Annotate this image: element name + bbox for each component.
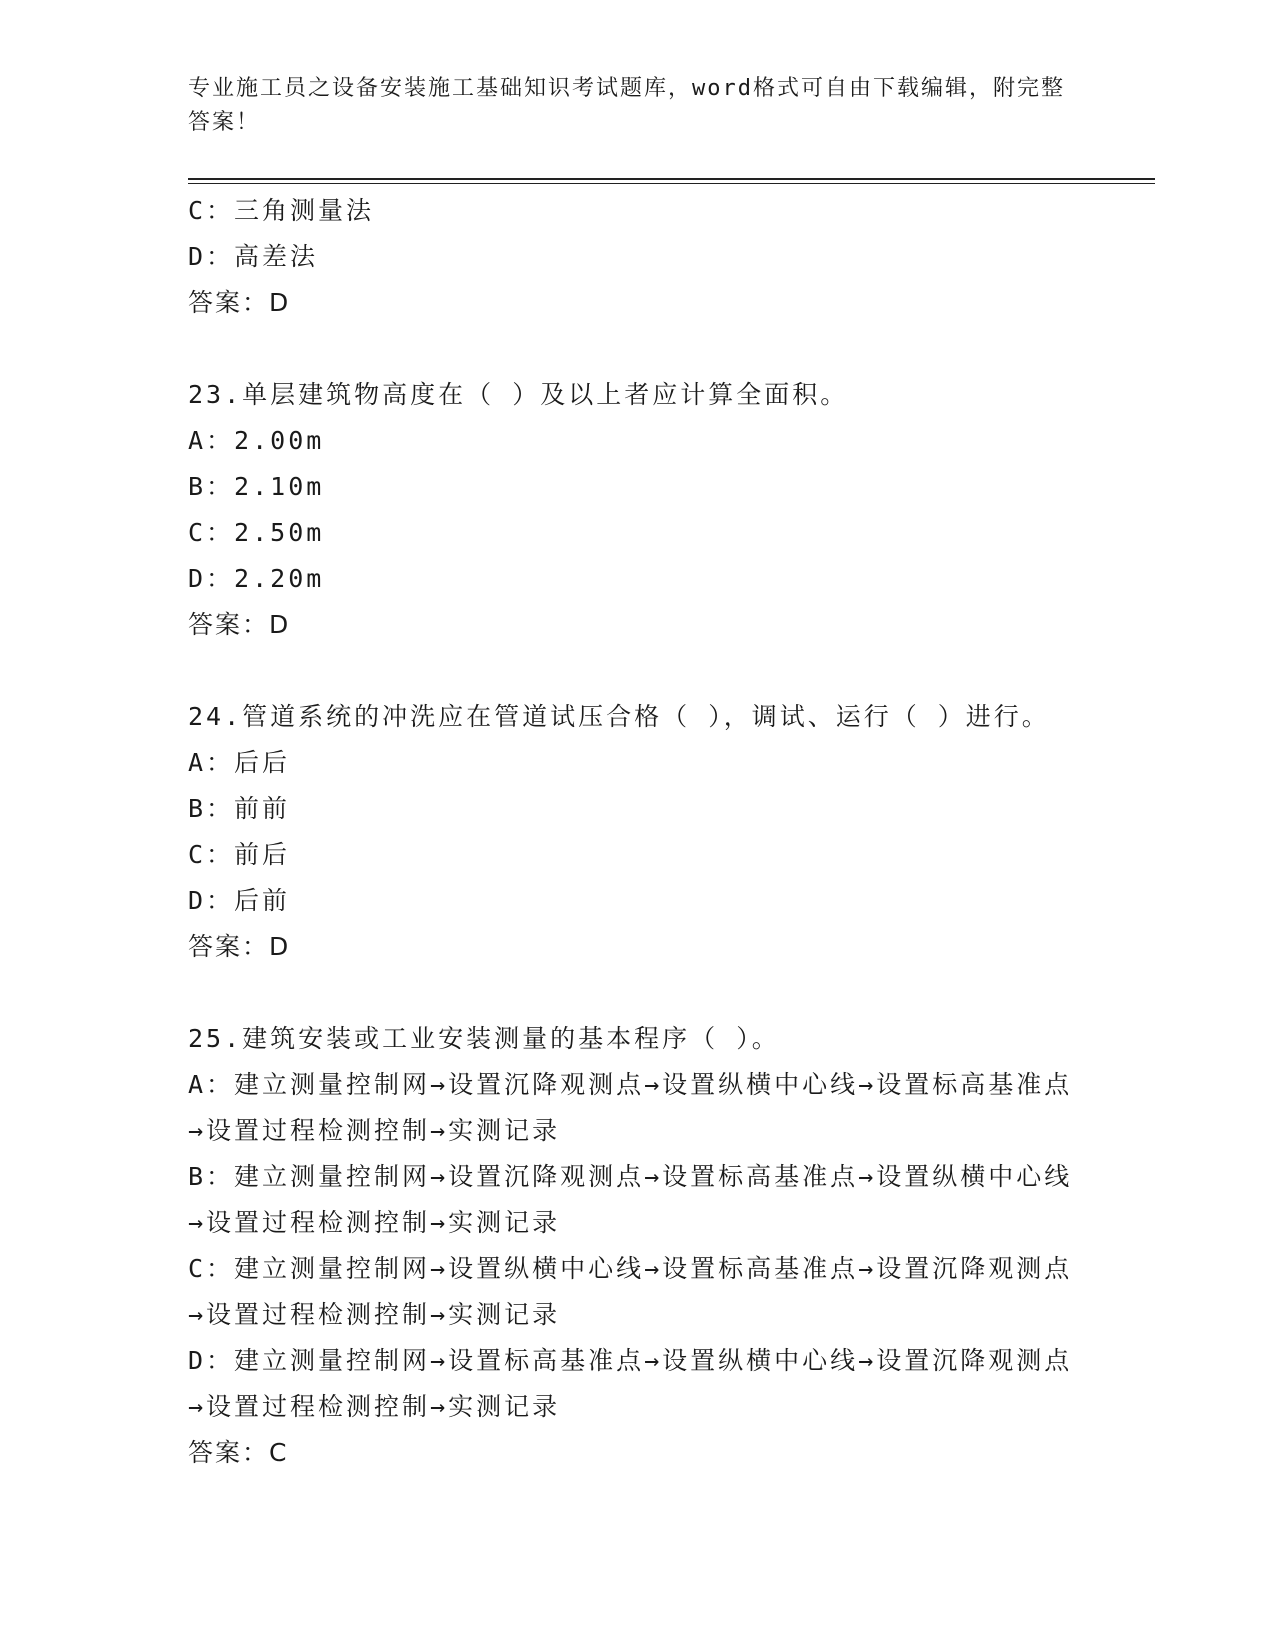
option-a: A：建立测量控制网→设置沉降观测点→设置纵横中心线→设置标高基准点→设置过程检测控制→实测记录 (188, 1070, 1073, 1145)
question-23 (188, 372, 1088, 648)
answer-line: 答案：D (188, 932, 291, 961)
question-stem: 24.管道系统的冲洗应在管道试压合格（ ），调试、运行（ ）进行。 (188, 702, 1050, 731)
question-stem: 23.单层建筑物高度在（ ）及以上者应计算全面积。 (188, 380, 849, 409)
question-24 (188, 694, 1088, 970)
option-d: D：高差法 (188, 242, 319, 271)
question-stem: 25.建筑安装或工业安装测量的基本程序（ ）。 (188, 1024, 780, 1053)
option-c: C：建立测量控制网→设置纵横中心线→设置标高基准点→设置沉降观测点→设置过程检测控制→实测记录 (188, 1254, 1073, 1329)
option-c: C：2.50m (188, 518, 325, 547)
option-a: A：后后 (188, 748, 291, 777)
document-header: 专业施工员之设备安装施工基础知识考试题库，word格式可自由下载编辑，附完整答案！ (188, 76, 1065, 135)
option-c: C：前后 (188, 840, 291, 869)
option-d: D：2.20m (188, 564, 325, 593)
header-rule-thick (188, 178, 1155, 180)
question-25 (188, 1016, 1088, 1476)
question-content (188, 188, 1088, 1476)
answer-line: 答案：C (188, 1438, 289, 1467)
answer-line: 答案：D (188, 610, 291, 639)
header-rule-thin (188, 183, 1155, 184)
option-a: A：2.00m (188, 426, 325, 455)
option-c: C：三角测量法 (188, 196, 375, 225)
option-b: B：2.10m (188, 472, 325, 501)
answer-line: 答案：D (188, 288, 291, 317)
option-b: B：建立测量控制网→设置沉降观测点→设置标高基准点→设置纵横中心线→设置过程检测控制→实测记录 (188, 1162, 1073, 1237)
option-b: B：前前 (188, 794, 291, 823)
question-22-continued (188, 188, 1088, 326)
option-d: D：建立测量控制网→设置标高基准点→设置纵横中心线→设置沉降观测点→设置过程检测控制→实测记录 (188, 1346, 1073, 1421)
option-d: D：后前 (188, 886, 291, 915)
